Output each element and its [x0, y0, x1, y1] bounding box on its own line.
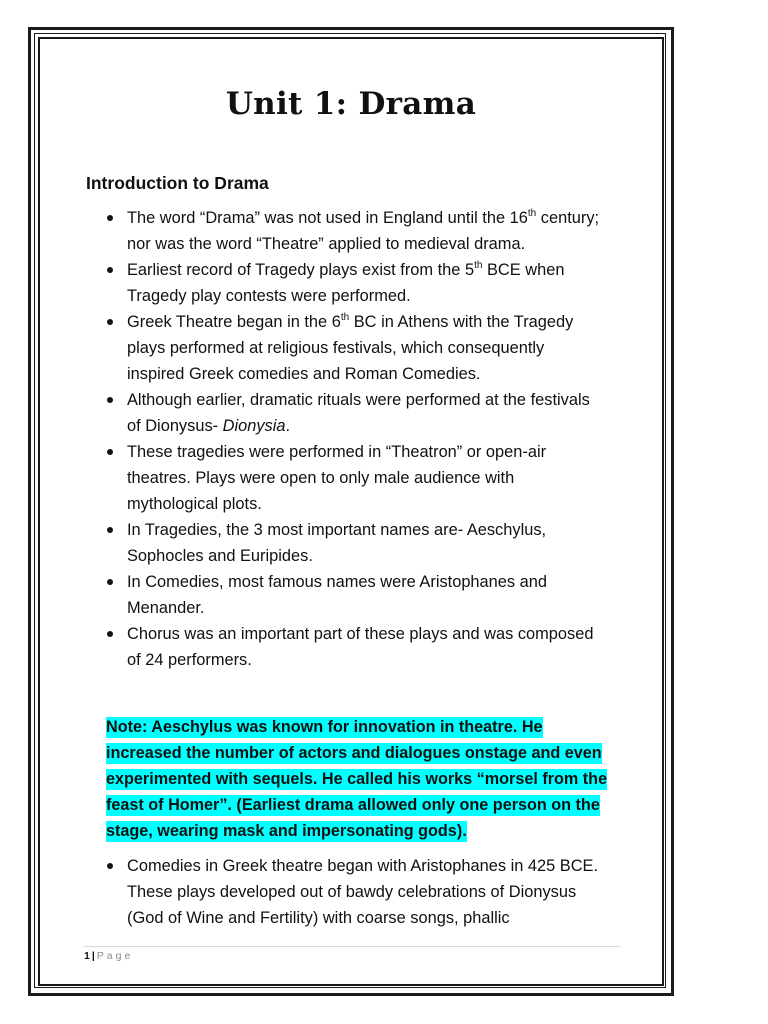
list-item: Greek Theatre began in the 6th BC in Athens with the Tragedy plays performed at religious festivals, which consequently inspired Greek comedies and Roman Comedies.	[106, 309, 606, 387]
list-item: Although earlier, dramatic rituals were performed at the festivals of Dionysus- Dionysia.	[106, 387, 606, 439]
document-title: Unit 1: Drama	[225, 86, 477, 122]
footer-divider	[84, 946, 620, 947]
list-item: In Comedies, most famous names were Aristophanes and Menander.	[106, 569, 606, 621]
bullet-list-continued	[106, 853, 606, 931]
page-footer	[84, 950, 133, 962]
highlighted-note	[106, 714, 616, 844]
list-item: These tragedies were performed in “Theatron” or open-air theatres. Plays were open to only male audience with mythological plots.	[106, 439, 606, 517]
list-item: In Tragedies, the 3 most important names are- Aeschylus, Sophocles and Euripides.	[106, 517, 606, 569]
note-text: Note: Aeschylus was known for innovation in theatre. He increased the number of actors and dialogues onstage and even experimented with sequels. He called his works “morsel from the feast of Homer”. (Earliest drama allowed only one person on the stage, wearing mask and impersonating gods).	[106, 718, 608, 840]
page-number: 1	[84, 950, 90, 962]
bullet-list	[106, 205, 606, 673]
footer-separator: |	[91, 950, 95, 962]
list-item: The word “Drama” was not used in England until the 16th century; nor was the word “Theatre” applied to medieval drama.	[106, 205, 606, 257]
list-item: Earliest record of Tragedy plays exist from the 5th BCE when Tragedy play contests were performed.	[106, 257, 606, 309]
section-heading: Introduction to Drama	[86, 173, 269, 193]
page-label: Page	[96, 950, 134, 962]
list-item: Chorus was an important part of these plays and was composed of 24 performers.	[106, 621, 606, 673]
list-item: Comedies in Greek theatre began with Aristophanes in 425 BCE. These plays developed out of bawdy celebrations of Dionysus (God of Wine and Fertility) with coarse songs, phallic	[106, 853, 606, 931]
